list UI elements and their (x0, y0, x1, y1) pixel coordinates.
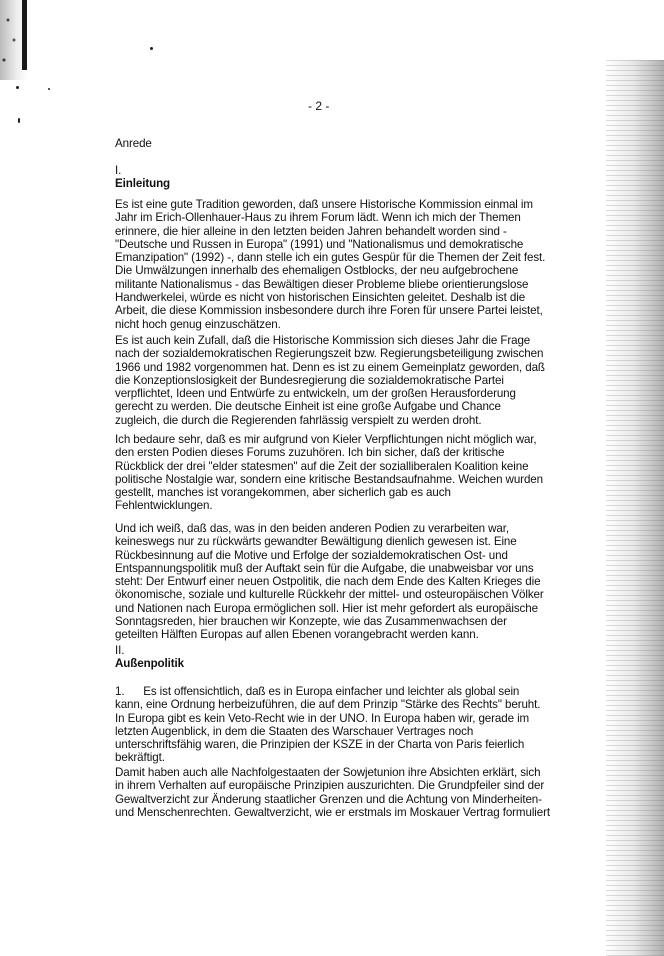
paragraph: Es ist eine gute Tradition geworden, daß unsere Historische Kommission einmal im Jahr im Erich-Ollenhauer-Haus zu ihrem Forum lädt. Wenn ich mich der Themen erinnere, die hier alleine in den letzten beiden Jahren behandelt worden sind - "Deutsche und Russen in Europa" (1991) und "Nationalismus und demokratische Emanzipation" (1992) -, dann stelle ich ein gutes Gespür für die Themen der Zeit fest. Die Umwälzungen innerhalb des ehemaligen Ostblocks, der neu aufgebrochene militante Nationalismus - das Bewältigen dieser Probleme bliebe orientierungslose Handwerkelei, würde es nicht von historischen Einsichten geleitet. Deshalb ist die Arbeit, die diese Kommission insbesondere durch ihre Foren für unsere Partei leistet, nicht hoch genug einzuschätzen. (115, 198, 546, 331)
section-number: II. (115, 644, 125, 657)
scan-speck (16, 86, 19, 89)
salutation: Anrede (115, 137, 152, 150)
section-title: Außenpolitik (115, 657, 185, 670)
scan-speck (18, 118, 20, 123)
scan-speck (48, 88, 50, 90)
section-number: I. (115, 164, 122, 177)
section-title: Einleitung (115, 177, 171, 190)
paragraph: Und ich weiß, daß das, was in den beiden anderen Podien zu verarbeiten war, keineswegs nur zu rückwärts gewandter Bewältigung dienlich gewesen ist. Eine Rückbesinnung auf die Motive und Erfolge der sozialdemokratischen Ost- und Entspannungspolitik muß der Auftakt sein für die Aufgabe, die unabweisbar vor uns steht: Der Entwurf einer neuen Ostpolitik, die nach dem Ende des Kalten Krieges die ökonomische, soziale und kulturelle Rückkehr der mittel- und osteuropäischen Völker und Nationen nach Europa ermöglichen soll. Hier ist mehr gefordert als europäische Sonntagsreden, hier brauchen wir Konzepte, wie das Zusammenwachsen der geteilten Hälften Europas auf allen Ebenen vorangebracht werden kann. (115, 522, 544, 642)
scan-edge-right (606, 60, 664, 956)
paragraph: Damit haben auch alle Nachfolgestaaten der Sowjetunion ihre Absichten erklärt, sich in ihrem Verhalten auf europäische Prinzipien auszurichten. Die Grundpfeiler sind der Gewaltverzicht zur Änderung staatlicher Grenzen und die Achtung von Minderheiten- und Menschenrechten. Gewaltverzicht, wie er erstmals im Moskauer Vertrag formuliert (115, 766, 551, 819)
page-number: - 2 - (308, 99, 330, 113)
paragraph: 1. Es ist offensichtlich, daß es in Europa einfacher und leichter als global sein kann, eine Ordnung herbeizuführen, die auf dem Prinzip "Stärke des Rechts" beruht. In Europa gibt es kein Veto-Recht wie in der UNO. In Europa haben wir, gerade im letzten Augenblick, in dem die Staaten des Warschauer Vertrages noch unterschriftsfähig waren, die Prinzipien der KSZE in der Charta von Paris feierlich bekräftigt. (115, 685, 541, 765)
paragraph: Es ist auch kein Zufall, daß die Historische Kommission sich dieses Jahr die Frage nach der sozialdemokratischen Regierungszeit bzw. Regierungsbeteiligung zwischen 1966 und 1982 vorgenommen hat. Denn es ist zu einem Gemeinplatz geworden, daß die Konzeptionslosigkeit der Bundesregierung die sozialdemokratische Partei verpflichtet, Ideen und Entwürfe zu entwickeln, um der großen Herausforderung gerecht zu werden. Die deutsche Einheit ist eine große Aufgabe und Chance zugleich, die durch die Regierenden fahrlässig verspielt zu werden droht. (115, 334, 545, 427)
scan-speck (150, 47, 153, 50)
scan-binding-mark (22, 0, 27, 70)
paragraph: Ich bedaure sehr, daß es mir aufgrund von Kieler Verpflichtungen nicht möglich war, den ersten Podien dieses Forums zuzuhören. Ich bin sicher, daß der kritische Rückblick der drei "elder statesmen" auf die Zeit der sozialliberalen Koalition keine politische Nostalgie war, sondern eine kritische Bestandsaufnahme. Weichen wurden gestellt, manches ist vorangekommen, aber sicherlich gab es auch Fehlentwicklungen. (115, 433, 543, 513)
